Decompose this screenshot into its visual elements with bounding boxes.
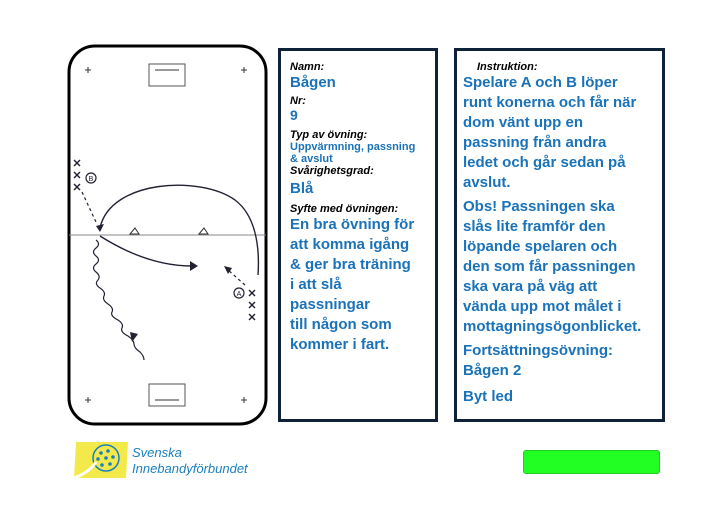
type-label: Typ av övning: <box>290 129 368 141</box>
nr-value: 9 <box>290 107 298 123</box>
cone <box>199 228 208 234</box>
instruction-line: avslut. <box>463 174 511 191</box>
difficulty-label: Svårighetsgrad: <box>290 165 374 177</box>
goal-top <box>149 64 185 86</box>
logo-text <box>132 445 248 477</box>
pass-arrow <box>228 270 245 285</box>
run-arrow <box>100 236 192 266</box>
instruction-line: ledet och går sedan på <box>463 154 626 171</box>
name-label: Namn: <box>290 61 325 73</box>
player-line-left <box>74 160 80 190</box>
player-a-label: A <box>236 291 242 298</box>
instruction-label: Instruktion: <box>477 61 538 73</box>
purpose-line: i att slå <box>290 276 342 293</box>
instruction-line: ska vara på väg att <box>463 278 598 295</box>
instruction-paragraph-2 <box>463 197 656 337</box>
instruction-line: Fortsättningsövning: <box>463 342 613 359</box>
purpose-line: till någon som <box>290 316 392 333</box>
purpose-label: Syfte med övningen: <box>290 203 399 215</box>
purpose-line: passningar <box>290 296 371 313</box>
cone <box>130 228 139 234</box>
instruction-line: löpande spelaren och <box>463 238 618 255</box>
instruction-paragraph-4: Byt led <box>463 388 514 405</box>
purpose-line: & ger bra träning <box>290 256 411 273</box>
difficulty-value: Blå <box>290 180 314 197</box>
instruction-line: Obs! Passningen ska <box>463 198 615 215</box>
type-value-line1: Uppvärmning, passning <box>290 141 416 153</box>
logo-line1: Svenska <box>132 445 182 460</box>
player-b-label: B <box>88 176 94 183</box>
instruction-paragraph-1 <box>463 73 656 193</box>
federation-logo <box>70 438 130 480</box>
purpose-line: En bra övning för <box>290 216 415 233</box>
instruction-paragraph-3 <box>463 341 656 381</box>
nr-label: Nr: <box>290 95 306 107</box>
name-value: Bågen <box>290 74 336 91</box>
purpose-text <box>290 215 429 355</box>
dribble-path <box>94 240 145 360</box>
goal-bottom <box>149 384 185 406</box>
instruction-line: vända upp mot målet i <box>463 298 622 315</box>
instruction-line: Bågen 2 <box>463 362 522 379</box>
instruction-line: dom vänt upp en <box>463 114 583 131</box>
arc-run <box>100 185 258 275</box>
purpose-line: att komma igång <box>290 236 410 253</box>
instruction-line: mottagningsögonblicket. <box>463 318 642 335</box>
green-bar <box>523 450 660 474</box>
player-line-right <box>249 290 255 320</box>
short-run <box>82 192 96 222</box>
instruction-line: den som får passningen <box>463 258 636 275</box>
purpose-line: kommer i fart. <box>290 336 390 353</box>
instruction-line: runt konerna och får när <box>463 94 637 111</box>
instruction-box <box>454 48 665 422</box>
logo-line2: Innebandyförbundet <box>132 461 248 476</box>
instruction-line: slås lite framför den <box>463 218 606 235</box>
type-value-line2: & avslut <box>290 153 333 165</box>
instruction-line: Spelare A och B löper <box>463 74 618 91</box>
exercise-info-box <box>278 48 438 422</box>
instruction-line: passning från andra <box>463 134 607 151</box>
